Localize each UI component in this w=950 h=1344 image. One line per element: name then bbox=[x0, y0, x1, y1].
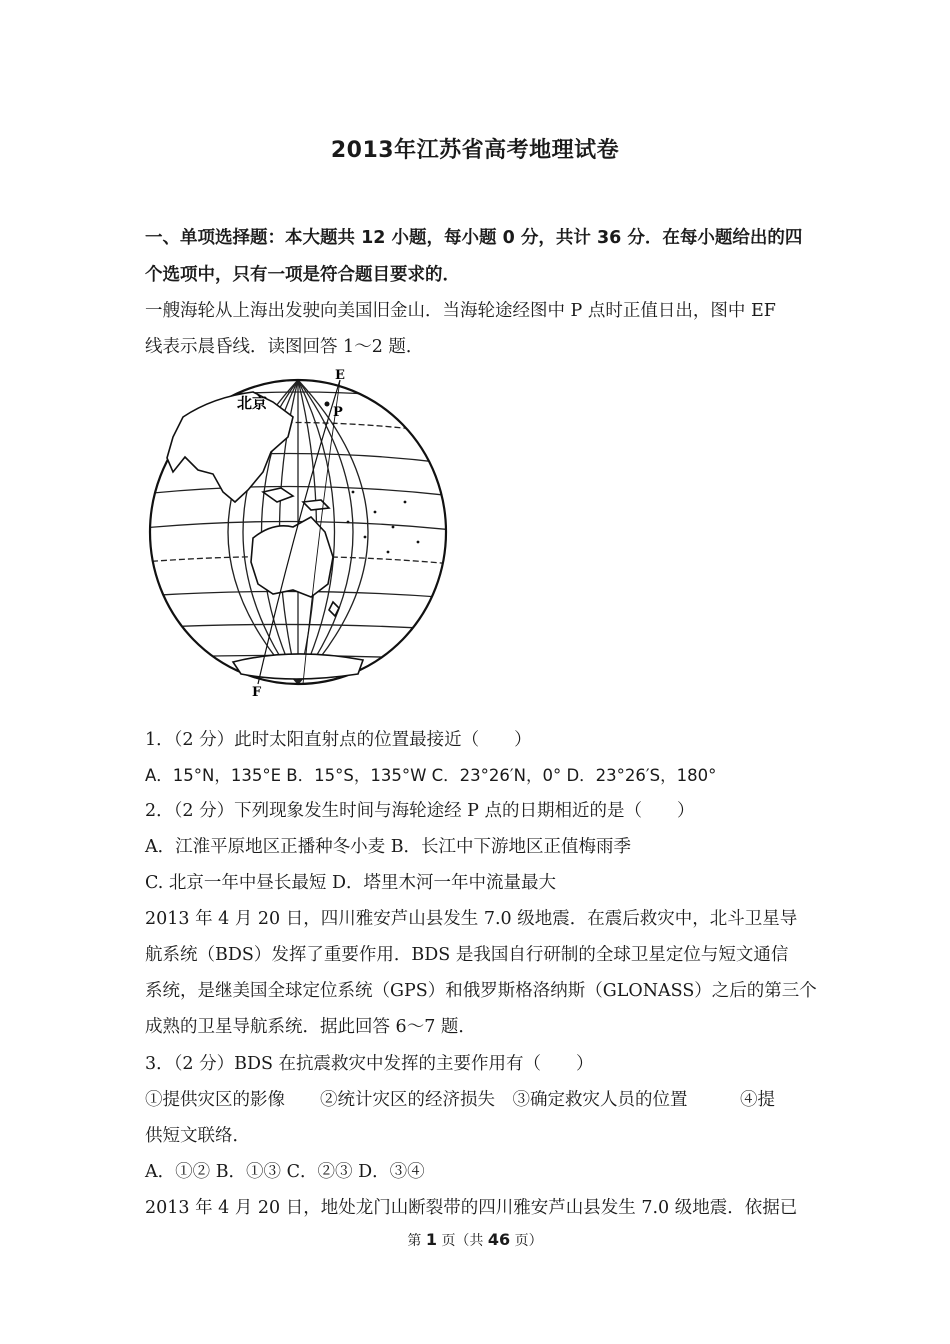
q2-options-line2: C. 北京一年中昼长最短 D．塔里木河一年中流量最大 bbox=[145, 873, 556, 893]
q1-options: A．15°N，135°E B．15°S，135°W C．23°26′N，0° D．23°26′S，180° bbox=[145, 766, 717, 785]
intro2-line2: 航系统（BDS）发挥了重要作用．BDS 是我国自行研制的全球卫星定位与短文通信 bbox=[145, 945, 789, 965]
intro3-line1: 2013 年 4 月 20 日，地处龙门山断裂带的四川雅安芦山县发生 7.0 级地震．依据已 bbox=[145, 1198, 798, 1218]
page-footer bbox=[0, 1230, 950, 1250]
footer-prefix: 第 bbox=[407, 1233, 422, 1249]
q3-options-line2: 供短文联络． bbox=[145, 1126, 250, 1146]
q3-choices: A．①② B．①③ C．②③ D．③④ bbox=[145, 1162, 425, 1182]
intro2-line4: 成熟的卫星导航系统．据此回答 6～7 题． bbox=[145, 1017, 476, 1037]
intro2-line3: 系统，是继美国全球定位系统（GPS）和俄罗斯格洛纳斯（GLONASS）之后的第三个 bbox=[145, 981, 817, 1001]
pacific-islands bbox=[347, 491, 420, 554]
section-header-line2: 个选项中，只有一项是符合题目要求的． bbox=[145, 265, 460, 285]
q3-stem: 3．（2 分）BDS 在抗震救灾中发挥的主要作用有（ ） bbox=[145, 1054, 594, 1074]
footer-page-number: 1 bbox=[425, 1230, 437, 1249]
label-f: F bbox=[252, 685, 262, 698]
page-title: 2013年江苏省高考地理试卷 bbox=[330, 138, 620, 163]
intro1-line1: 一艘海轮从上海出发驶向美国旧金山．当海轮途经图中 P 点时正值日出，图中 EF bbox=[145, 301, 776, 321]
footer-suffix: 页） bbox=[514, 1233, 543, 1249]
label-e: E bbox=[335, 368, 345, 383]
point-p-marker bbox=[325, 402, 330, 407]
section-header-line1: 一、单项选择题：本大题共 12 小题，每小题 0 分，共计 36 分．在每小题给出的四 bbox=[145, 228, 803, 248]
label-beijing: 北京 bbox=[237, 394, 268, 412]
intro2-line1: 2013 年 4 月 20 日，四川雅安芦山县发生 7.0 级地震．在震后救灾中，北斗卫星导 bbox=[145, 909, 798, 929]
q3-options-line1: ①提供灾区的影像 ②统计灾区的经济损失 ③确定救灾人员的位置 ④提 bbox=[145, 1090, 775, 1110]
label-p: P bbox=[333, 405, 343, 420]
globe-figure bbox=[143, 362, 473, 698]
q2-stem: 2．（2 分）下列现象发生时间与海轮途经 P 点的日期相近的是（ ） bbox=[145, 801, 695, 821]
intro1-line2: 线表示晨昏线．读图回答 1～2 题． bbox=[145, 337, 424, 357]
footer-middle: 页（共 bbox=[441, 1233, 484, 1249]
footer-total-pages: 46 bbox=[487, 1230, 511, 1249]
q2-options-line1: A．江淮平原地区正播种冬小麦 B．长江中下游地区正值梅雨季 bbox=[145, 837, 632, 857]
landmasses bbox=[167, 392, 363, 679]
q1-stem: 1．（2 分）此时太阳直射点的位置最接近（ ） bbox=[145, 730, 532, 750]
